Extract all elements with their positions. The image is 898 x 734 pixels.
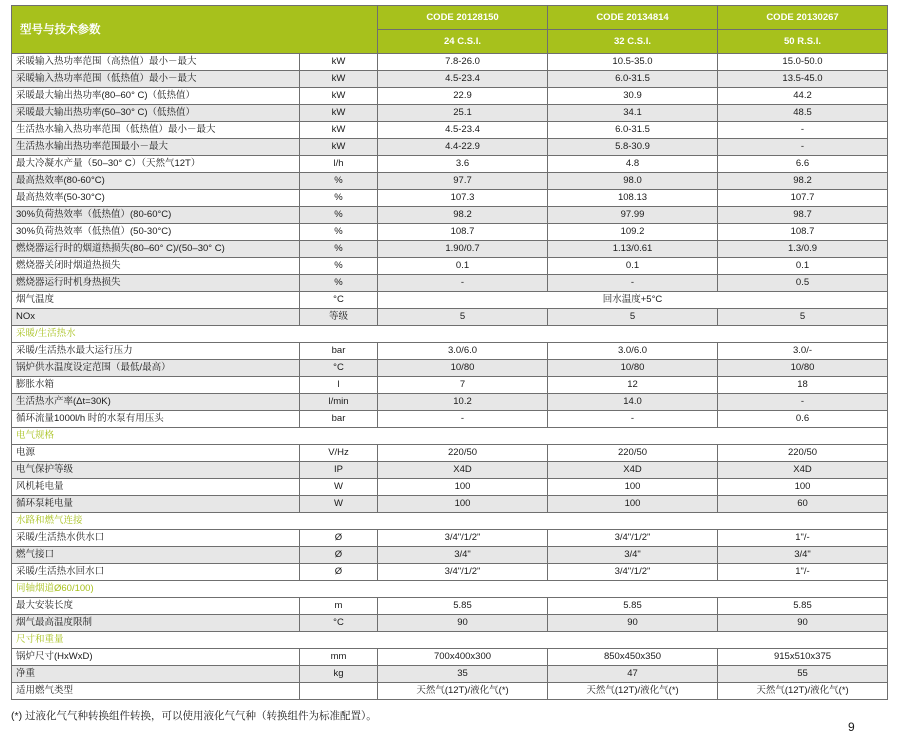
row-value-model-2: 98.0: [548, 173, 718, 190]
row-value-model-1: 4.4-22.9: [378, 139, 548, 156]
row-unit: bar: [300, 411, 378, 428]
table-row: [12, 479, 888, 496]
row-label: 生活热水输入热功率范围（低热值）最小－最大: [12, 122, 300, 139]
row-label: 循环泵耗电量: [12, 496, 300, 513]
row-label: 采暖输入热功率范围（低热值）最小－最大: [12, 71, 300, 88]
row-value-model-3: 13.5-45.0: [718, 71, 888, 88]
row-value-model-2: 97.99: [548, 207, 718, 224]
table-row: [12, 224, 888, 241]
row-value-model-1: 0.1: [378, 258, 548, 275]
row-value-model-2: 3/4"/1/2": [548, 564, 718, 581]
table-row: [12, 598, 888, 615]
row-value-model-2: 12: [548, 377, 718, 394]
row-value-model-2: 34.1: [548, 105, 718, 122]
section-row: [12, 632, 888, 649]
row-value-model-2: 220/50: [548, 445, 718, 462]
row-label: 膨胀水箱: [12, 377, 300, 394]
row-value-model-1: 100: [378, 479, 548, 496]
row-label: 烟气温度: [12, 292, 300, 309]
table-row: [12, 683, 888, 700]
row-unit: Ø: [300, 530, 378, 547]
row-value-model-1: 7: [378, 377, 548, 394]
row-value-model-3: 5: [718, 309, 888, 326]
table-row: [12, 445, 888, 462]
row-unit: kW: [300, 122, 378, 139]
row-value-model-3: 90: [718, 615, 888, 632]
row-value-model-2: 5.85: [548, 598, 718, 615]
model-header-2: 32 C.S.I.: [548, 30, 718, 54]
row-value-model-3: 6.6: [718, 156, 888, 173]
page-number: 9: [848, 720, 855, 734]
row-unit: W: [300, 479, 378, 496]
section-row: [12, 581, 888, 598]
row-value-model-1: 3.0/6.0: [378, 343, 548, 360]
model-header-3: 50 R.S.I.: [718, 30, 888, 54]
row-value-model-3: 44.2: [718, 88, 888, 105]
row-unit: kW: [300, 54, 378, 71]
row-value-model-1: 5: [378, 309, 548, 326]
row-label: 燃烧器运行时机身热损失: [12, 275, 300, 292]
table-row: [12, 530, 888, 547]
row-value-model-3: 100: [718, 479, 888, 496]
table-row: [12, 258, 888, 275]
row-label: 适用燃气类型: [12, 683, 300, 700]
row-label: 锅炉尺寸(HxWxD): [12, 649, 300, 666]
row-value-model-2: 0.1: [548, 258, 718, 275]
row-label: 采暖/生活热水回水口: [12, 564, 300, 581]
row-unit: %: [300, 224, 378, 241]
row-value-model-2: 3/4": [548, 547, 718, 564]
section-heading: 尺寸和重量: [12, 632, 888, 649]
row-value-model-3: X4D: [718, 462, 888, 479]
row-value-model-3: 1"/-: [718, 530, 888, 547]
section-heading: 水路和燃气连接: [12, 513, 888, 530]
row-value-model-3: 60: [718, 496, 888, 513]
row-value-model-2: 10/80: [548, 360, 718, 377]
row-value-model-3: 98.2: [718, 173, 888, 190]
row-value-model-3: 48.5: [718, 105, 888, 122]
row-label: NOx: [12, 309, 300, 326]
row-value-model-1: 25.1: [378, 105, 548, 122]
row-value-model-3: 915x510x375: [718, 649, 888, 666]
table-row: [12, 292, 888, 309]
row-unit: %: [300, 241, 378, 258]
row-value-model-3: 107.7: [718, 190, 888, 207]
row-value-model-1: 5.85: [378, 598, 548, 615]
table-row: [12, 309, 888, 326]
row-label: 30%负荷热效率（低热值）(50-30°C): [12, 224, 300, 241]
row-label: 循环流量1000l/h 时的水泵有用压头: [12, 411, 300, 428]
row-value-model-3: -: [718, 122, 888, 139]
row-value-model-1: X4D: [378, 462, 548, 479]
row-unit: °C: [300, 292, 378, 309]
row-label: 生活热水输出热功率范围最小－最大: [12, 139, 300, 156]
row-unit: kW: [300, 88, 378, 105]
row-unit: IP: [300, 462, 378, 479]
row-unit: mm: [300, 649, 378, 666]
section-row: [12, 513, 888, 530]
row-value-model-2: 14.0: [548, 394, 718, 411]
row-value-model-1: 22.9: [378, 88, 548, 105]
row-value-model-1: 3/4"/1/2": [378, 530, 548, 547]
table-row: [12, 462, 888, 479]
row-value-model-1: 7.8-26.0: [378, 54, 548, 71]
spec-table-body: [12, 54, 888, 700]
row-label: 最高热效率(50-30°C): [12, 190, 300, 207]
row-value-model-1: 3.6: [378, 156, 548, 173]
row-value-model-3: 3/4": [718, 547, 888, 564]
row-value-model-1: 天然气(12T)/液化气(*): [378, 683, 548, 700]
row-value-model-2: 90: [548, 615, 718, 632]
row-value-model-2: 天然气(12T)/液化气(*): [548, 683, 718, 700]
row-value-model-3: 3.0/-: [718, 343, 888, 360]
table-row: [12, 190, 888, 207]
spec-table-container: [11, 5, 887, 700]
row-value-model-1: 35: [378, 666, 548, 683]
row-value-model-2: 6.0-31.5: [548, 122, 718, 139]
table-title: 型号与技术参数: [12, 6, 378, 54]
row-unit: %: [300, 207, 378, 224]
row-value-span: 回水温度+5°C: [378, 292, 888, 309]
row-unit: Ø: [300, 564, 378, 581]
row-value-model-2: 100: [548, 496, 718, 513]
row-value-model-3: 220/50: [718, 445, 888, 462]
row-unit: kW: [300, 105, 378, 122]
row-unit: %: [300, 190, 378, 207]
row-unit: kW: [300, 139, 378, 156]
table-row: [12, 207, 888, 224]
row-unit: l/min: [300, 394, 378, 411]
row-value-model-1: 4.5-23.4: [378, 71, 548, 88]
row-value-model-2: 5.8-30.9: [548, 139, 718, 156]
row-label: 生活热水产率(Δt=30K): [12, 394, 300, 411]
section-heading: 电气规格: [12, 428, 888, 445]
table-row: [12, 173, 888, 190]
row-label: 最高热效率(80-60°C): [12, 173, 300, 190]
row-label: 锅炉供水温度设定范围（最低/最高）: [12, 360, 300, 377]
row-value-model-1: 220/50: [378, 445, 548, 462]
row-label: 最大安装长度: [12, 598, 300, 615]
row-value-model-3: 18: [718, 377, 888, 394]
row-value-model-2: 30.9: [548, 88, 718, 105]
row-value-model-3: 108.7: [718, 224, 888, 241]
row-value-model-3: 1"/-: [718, 564, 888, 581]
row-value-model-2: 47: [548, 666, 718, 683]
row-label: 采暖/生活热水供水口: [12, 530, 300, 547]
section-row: [12, 326, 888, 343]
row-value-model-1: 108.7: [378, 224, 548, 241]
row-value-model-2: X4D: [548, 462, 718, 479]
row-value-model-2: 4.8: [548, 156, 718, 173]
model-header-1: 24 C.S.I.: [378, 30, 548, 54]
table-row: [12, 564, 888, 581]
table-row: [12, 377, 888, 394]
row-value-model-3: 0.6: [718, 411, 888, 428]
row-value-model-2: 100: [548, 479, 718, 496]
row-value-model-1: 107.3: [378, 190, 548, 207]
row-value-model-3: 天然气(12T)/液化气(*): [718, 683, 888, 700]
row-unit: W: [300, 496, 378, 513]
row-label: 最大冷凝水产量（50–30° C）（天然气12T）: [12, 156, 300, 173]
table-row: [12, 88, 888, 105]
table-row: [12, 71, 888, 88]
row-label: 采暖输入热功率范围（高热值）最小－最大: [12, 54, 300, 71]
row-value-model-3: 0.5: [718, 275, 888, 292]
row-label: 烟气最高温度限制: [12, 615, 300, 632]
row-label: 电源: [12, 445, 300, 462]
row-unit: Ø: [300, 547, 378, 564]
row-unit: kW: [300, 71, 378, 88]
row-value-model-2: 10.5-35.0: [548, 54, 718, 71]
row-value-model-1: 98.2: [378, 207, 548, 224]
row-value-model-2: -: [548, 275, 718, 292]
row-value-model-1: 700x400x300: [378, 649, 548, 666]
row-value-model-3: -: [718, 139, 888, 156]
row-value-model-3: 10/80: [718, 360, 888, 377]
row-label: 电气保护等级: [12, 462, 300, 479]
row-unit: bar: [300, 343, 378, 360]
section-heading: 同轴烟道Ø60/100): [12, 581, 888, 598]
row-value-model-1: 90: [378, 615, 548, 632]
row-unit: m: [300, 598, 378, 615]
row-label: 30%负荷热效率（低热值）(80-60°C): [12, 207, 300, 224]
row-label: 采暖/生活热水最大运行压力: [12, 343, 300, 360]
row-value-model-2: 109.2: [548, 224, 718, 241]
section-heading: 采暖/生活热水: [12, 326, 888, 343]
row-unit: °C: [300, 615, 378, 632]
table-row: [12, 275, 888, 292]
row-label: 净重: [12, 666, 300, 683]
table-row: [12, 105, 888, 122]
row-label: 采暖最大输出热功率(50–30° C)（低热值）: [12, 105, 300, 122]
row-value-model-1: 97.7: [378, 173, 548, 190]
row-label: 采暖最大输出热功率(80–60° C)（低热值）: [12, 88, 300, 105]
row-value-model-2: 850x450x350: [548, 649, 718, 666]
row-unit: [300, 683, 378, 700]
row-value-model-2: -: [548, 411, 718, 428]
row-value-model-3: -: [718, 394, 888, 411]
row-unit: V/Hz: [300, 445, 378, 462]
row-unit: %: [300, 258, 378, 275]
code-header-2: CODE 20134814: [548, 6, 718, 30]
table-row: [12, 547, 888, 564]
row-value-model-3: 0.1: [718, 258, 888, 275]
row-value-model-3: 15.0-50.0: [718, 54, 888, 71]
row-label: 燃气接口: [12, 547, 300, 564]
table-row: [12, 615, 888, 632]
row-value-model-3: 1.3/0.9: [718, 241, 888, 258]
row-value-model-1: -: [378, 275, 548, 292]
row-value-model-1: 3/4"/1/2": [378, 564, 548, 581]
row-label: 燃烧器关闭时烟道热损失: [12, 258, 300, 275]
row-value-model-1: 4.5-23.4: [378, 122, 548, 139]
table-row: [12, 241, 888, 258]
row-value-model-1: 3/4": [378, 547, 548, 564]
row-value-model-1: -: [378, 411, 548, 428]
table-row: [12, 156, 888, 173]
table-row: [12, 666, 888, 683]
code-header-1: CODE 20128150: [378, 6, 548, 30]
row-unit: %: [300, 173, 378, 190]
footnote: (*) 过液化气气种转换组件转换，可以使用液化气气种（转换组件为标准配置）。: [11, 710, 377, 722]
spec-table: [11, 5, 888, 700]
row-value-model-2: 5: [548, 309, 718, 326]
row-value-model-1: 10/80: [378, 360, 548, 377]
table-row: [12, 496, 888, 513]
table-row: [12, 122, 888, 139]
table-row: [12, 394, 888, 411]
row-value-model-2: 1.13/0.61: [548, 241, 718, 258]
row-unit: %: [300, 275, 378, 292]
row-unit: l/h: [300, 156, 378, 173]
row-value-model-2: 108.13: [548, 190, 718, 207]
row-value-model-2: 3.0/6.0: [548, 343, 718, 360]
row-unit: 等级: [300, 309, 378, 326]
row-value-model-1: 10.2: [378, 394, 548, 411]
code-header-3: CODE 20130267: [718, 6, 888, 30]
row-label: 风机耗电量: [12, 479, 300, 496]
row-unit: kg: [300, 666, 378, 683]
table-row: [12, 54, 888, 71]
row-value-model-2: 6.0-31.5: [548, 71, 718, 88]
row-value-model-1: 100: [378, 496, 548, 513]
row-value-model-3: 98.7: [718, 207, 888, 224]
table-row: [12, 139, 888, 156]
row-value-model-1: 1.90/0.7: [378, 241, 548, 258]
row-label: 燃烧器运行时的烟道热损失(80–60° C)/(50–30° C): [12, 241, 300, 258]
row-value-model-3: 55: [718, 666, 888, 683]
row-unit: °C: [300, 360, 378, 377]
table-row: [12, 360, 888, 377]
row-value-model-3: 5.85: [718, 598, 888, 615]
section-row: [12, 428, 888, 445]
table-row: [12, 343, 888, 360]
row-value-model-2: 3/4"/1/2": [548, 530, 718, 547]
table-row: [12, 649, 888, 666]
row-unit: l: [300, 377, 378, 394]
table-row: [12, 411, 888, 428]
